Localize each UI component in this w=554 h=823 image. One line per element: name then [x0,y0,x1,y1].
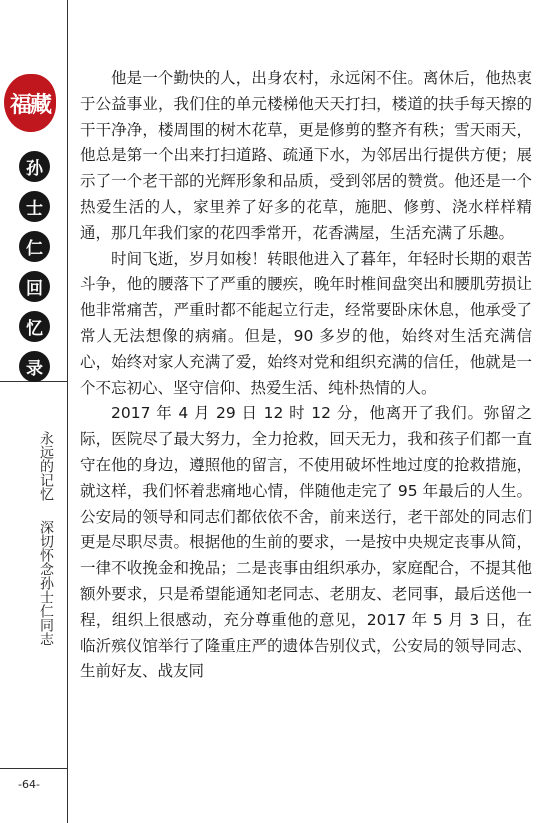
seal-logo: 福藏 [4,74,56,132]
title-char-2: 士 [19,191,50,222]
sidebar-rule-bottom [0,768,67,769]
paragraph-2: 时间飞逝，岁月如梭！转眼他进入了暮年，年轻时长期的艰苦斗争，他的腰落下了严重的腰疾，晚年时椎间盘突出和腰肌劳损让他非常痛苦，严重时都不能起立行走，经常要卧床休息，他承受了常人无法想像的病痛。但是，90 多岁的他，始终对生活充满信心，始终对家人充满了爱，始终对党和组织充满的信任，他就是一个不忘初心、坚守信仰、热爱生活、纯朴热情的人。 [80,249,532,397]
title-char-1: 孙 [19,151,50,182]
title-char-3: 仁 [19,231,50,262]
chapter-title-vertical: 永远的记忆 [38,431,54,501]
title-char-5: 忆 [19,311,50,342]
margin-divider-line [67,0,68,823]
title-char-6: 录 [19,351,50,382]
page-number: -64- [18,778,40,791]
body-text [80,66,532,685]
paragraph-1: 他是一个勤快的人，出身农村，永远闲不住。离休后，他热衷于公益事业，我们住的单元楼梯他天天打扫，楼道的扶手每天擦的干干净净，楼周围的树木花草，更是修剪的整齐有秩；雪天雨天，他总是第一个出来打扫道路、疏通下水，为邻居出行提供方便；展示了一个老干部的光辉形象和品质，受到邻居的赞赏。他还是一个热爱生活的人，家里养了好多的花草，施肥、修剪、浇水样样精通，那几年我们家的花四季常开，花香满屋，生活充满了乐趣。 [80,69,532,242]
title-char-4: 回 [19,271,50,302]
paragraph-3: 2017 年 4 月 29 日 12 时 12 分，他离开了我们。弥留之际，医院尽了最大努力，全力抢救，回天无力，我和孩子们都一直守在他的身边，遵照他的留言，不使用破坏性地过度的抢救措施，就这样，我们怀着悲痛地心情，伴随他走完了 95 年最后的人生。公安局的领导和同志们都依依不舍，前来送行，老干部处的同志们更是尽职尽责。根据他的生前的要求，一是按中央规定丧事从简，一律不收挽金和挽品；二是丧事由组织承办，家庭配合，不提其他额外要求，只是希望能通知老同志、老朋友、老同事，最后送他一程，组织上很感动，充分尊重他的意见，2017 年 5 月 3 日，在临沂殡仪馆举行了隆重庄严的遗体告别仪式，公安局的领导同志、生前好友、战友同 [80,404,532,681]
chapter-subtitle-vertical: 深切怀念孙士仁同志 [38,520,54,646]
